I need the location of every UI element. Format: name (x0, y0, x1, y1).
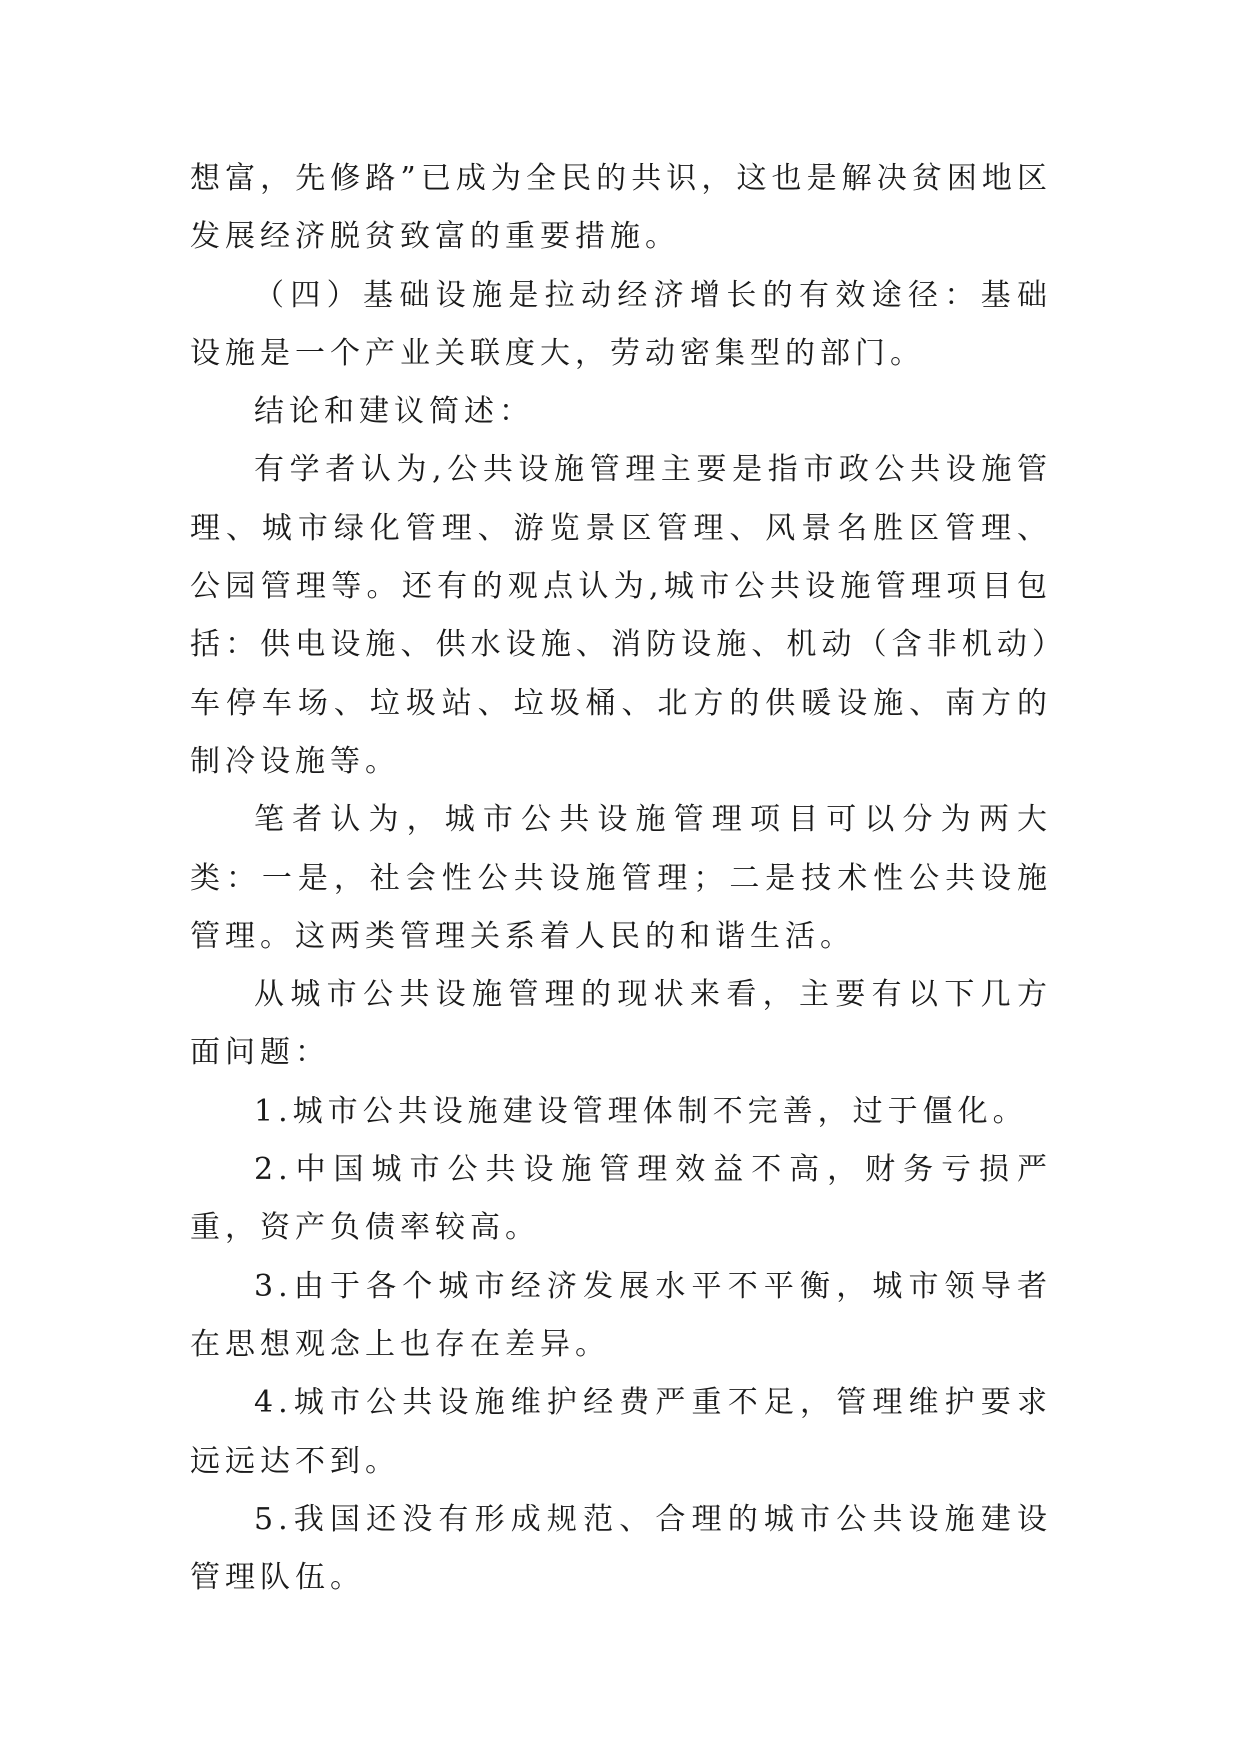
list-item-1: 1.城市公共设施建设管理体制不完善，过于僵化。 (254, 1093, 1028, 1129)
list-item-2: 2.中国城市公共设施管理效益不高，财务亏损严重，资产负债率较高。 (190, 1152, 1052, 1246)
paragraph-1: 想富，先修路”已成为全民的共识，这也是解决贫困地区发展经济脱贫致富的重要措施。 (190, 161, 1052, 255)
list-item-3: 3.由于各个城市经济发展水平不平衡，城市领导者在思想观念上也存在差异。 (190, 1268, 1052, 1362)
list-item-5: 5.我国还没有形成规范、合理的城市公共设施建设管理队伍。 (190, 1501, 1052, 1596)
paragraph-2: （四）基础设施是拉动经济增长的有效途径：基础设施是一个产业关联度大，劳动密集型的部门。 (190, 277, 1052, 371)
paragraph-5: 笔者认为，城市公共设施管理项目可以分为两大类：一是，社会性公共设施管理；二是技术性公共设施管理。这两类管理关系着人民的和谐生活。 (190, 802, 1052, 954)
document-body (190, 150, 1052, 1607)
list-item-4: 4.城市公共设施维护经费严重不足，管理维护要求远远达不到。 (190, 1385, 1052, 1479)
paragraph-3: 结论和建议简述： (254, 394, 534, 430)
paragraph-6: 从城市公共设施管理的现状来看，主要有以下几方面问题： (190, 977, 1052, 1071)
paragraph-4: 有学者认为,公共设施管理主要是指市政公共设施管理、城市绿化管理、游览景区管理、风景名胜区管理、公园管理等。还有的观点认为,城市公共设施管理项目包括：供电设施、供水设施、消防设施、机动（含非机动）车停车场、垃圾站、垃圾桶、北方的供暖设施、南方的制冷设施等。 (190, 452, 1052, 779)
